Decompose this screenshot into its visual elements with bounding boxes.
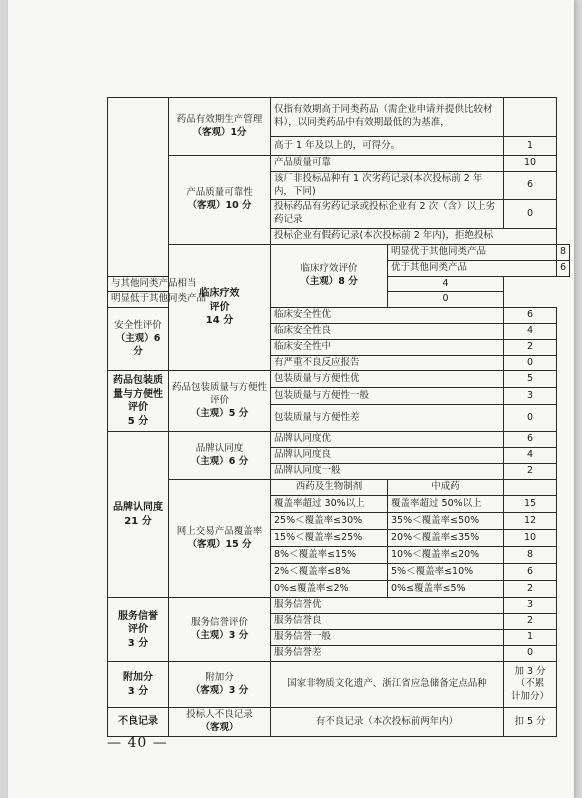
score-cell: 15 xyxy=(504,496,557,513)
score-cell: 6 xyxy=(504,308,557,324)
criteria-cell: 品牌认同度良 xyxy=(271,448,504,464)
score-cell: 1 xyxy=(504,137,557,156)
criteria-cell: 明显低于其他同类产品 xyxy=(108,292,271,308)
category-line: 21 分 xyxy=(124,515,152,527)
criteria-cell: 服务信誉优 xyxy=(271,598,504,614)
coverage-western: 2%＜覆盖率≤8% xyxy=(271,564,388,581)
subcategory-cell xyxy=(169,432,271,480)
category-line: 评价 xyxy=(209,301,230,313)
score-cell: 0 xyxy=(388,292,504,308)
subcategory-cell xyxy=(169,98,271,156)
criteria-cell: 临床安全性良 xyxy=(271,323,504,339)
category-line: 5 分 xyxy=(127,415,149,427)
subcategory-type: （客观）1分 xyxy=(192,126,247,138)
criteria-cell: 国家非物质文化遗产、浙江省应急储备定点品种 xyxy=(271,662,504,708)
category-line: 14 分 xyxy=(205,315,234,327)
score-line: 计加分） xyxy=(510,691,549,703)
criteria-cell: 有严重不良反应报告 xyxy=(271,355,504,371)
scoring-table xyxy=(107,97,570,737)
category-cell xyxy=(108,371,169,432)
subcategory-cell xyxy=(271,244,388,307)
category-cell xyxy=(108,432,169,598)
category-cell xyxy=(108,662,169,708)
score-cell: 4 xyxy=(504,448,557,464)
criteria-cell: 临床安全性中 xyxy=(271,339,504,355)
criteria-cell: 高于 1 年及以上的，可得分。 xyxy=(271,137,504,156)
subcategory-cell xyxy=(169,598,271,662)
category-line: 药品包装质 xyxy=(113,375,163,387)
subcategory-type: （客观）10 分 xyxy=(187,199,252,211)
coverage-tcm: 覆盖率超过 50%以上 xyxy=(388,496,504,513)
category-cell: 不良记录 xyxy=(108,708,169,737)
coverage-tcm: 35%＜覆盖率≤50% xyxy=(388,513,504,530)
criteria-cell: 明显优于其他同类产品 xyxy=(388,244,557,260)
score-cell xyxy=(504,98,557,137)
score-cell: 8 xyxy=(557,244,570,260)
coverage-tcm: 10%＜覆盖率≤20% xyxy=(388,547,504,564)
score-cell: 0 xyxy=(504,405,557,432)
subcategory-name: 产品质量可靠性 xyxy=(186,187,253,199)
score-cell: 3 xyxy=(504,598,557,614)
criteria-cell: 品牌认同度一般 xyxy=(271,464,504,480)
score-cell: 10 xyxy=(504,530,557,547)
subcategory-cell xyxy=(169,662,271,708)
subcategory-name: 服务信誉评价 xyxy=(190,617,248,629)
subcategory-type: （主观）3 分 xyxy=(190,629,249,641)
subcategory-type: （客观） xyxy=(200,722,239,734)
criteria-cell: 包装质量与方便性差 xyxy=(271,405,504,432)
subcategory-type: （主观）6 分 xyxy=(190,455,249,467)
subcategory-cell xyxy=(169,708,271,737)
category-cell-empty xyxy=(108,98,169,277)
criteria-cell: 产品质量可靠 xyxy=(271,156,504,172)
column-header-western: 西药及生物制剂 xyxy=(271,480,388,496)
coverage-western: 15%＜覆盖率≤25% xyxy=(271,530,388,547)
score-cell: 3 xyxy=(504,388,557,405)
subcategory-name: 投标人不良记录 xyxy=(186,709,253,721)
category-line: 评价 xyxy=(128,624,148,636)
score-cell: 0 xyxy=(504,355,557,371)
subcategory-name: 临床疗效评价 xyxy=(300,263,358,275)
coverage-western: 0%≤覆盖率≤2% xyxy=(271,581,388,598)
criteria-cell: 临床安全性优 xyxy=(271,308,504,324)
criteria-cell: 包装质量与方便性优 xyxy=(271,371,504,388)
subcategory-type: （主观）8 分 xyxy=(300,276,358,287)
page-number: — 40 — xyxy=(107,735,168,751)
score-cell: 2 xyxy=(504,581,557,598)
score-line: （不累 xyxy=(515,678,545,690)
category-line: 服务信誉 xyxy=(118,610,158,622)
score-cell: 2 xyxy=(504,464,557,480)
category-line: 3 分 xyxy=(127,637,149,649)
coverage-tcm: 20%＜覆盖率≤35% xyxy=(388,530,504,547)
score-cell: 1 xyxy=(504,630,557,646)
coverage-western: 8%＜覆盖率≤15% xyxy=(271,547,388,564)
subcategory-type: （主观）6 分 xyxy=(115,332,161,357)
criteria-cell: 投标企业有假药记录(本次投标前 2 年内)，拒绝投标 xyxy=(271,229,557,245)
category-line: 量与方便性 xyxy=(113,388,163,400)
score-cell: 10 xyxy=(504,156,557,172)
subcategory-type: （客观）15 分 xyxy=(187,538,252,550)
score-cell: 0 xyxy=(504,646,557,662)
criteria-cell: 有不良记录（本次投标前两年内） xyxy=(271,708,504,737)
score-cell: 6 xyxy=(504,171,557,200)
score-cell: 4 xyxy=(504,323,557,339)
score-cell: 8 xyxy=(504,547,557,564)
score-line: 加 3 分 xyxy=(514,665,546,677)
category-line: 临床疗效 xyxy=(199,288,240,300)
score-cell: 6 xyxy=(504,564,557,581)
coverage-tcm: 5%＜覆盖率≤10% xyxy=(388,564,504,581)
criteria-cell: 投标药品有劣药记录或投标企业有 2 次（含）以上劣药记录 xyxy=(271,200,504,229)
score-cell: 0 xyxy=(504,200,557,229)
criteria-cell: 服务信誉差 xyxy=(271,646,504,662)
score-cell: 6 xyxy=(504,432,557,448)
score-cell: 5 xyxy=(504,371,557,388)
score-cell: 6 xyxy=(557,260,570,276)
subcategory-name: 网上交易产品覆盖率 xyxy=(176,526,263,538)
coverage-tcm: 0%≤覆盖率≤5% xyxy=(388,581,504,598)
score-cell: 扣 5 分 xyxy=(504,708,557,737)
coverage-western: 覆盖率超过 30%以上 xyxy=(271,496,388,513)
coverage-western: 25%＜覆盖率≤30% xyxy=(271,513,388,530)
criteria-cell: 与其他同类产品相当 xyxy=(108,276,271,292)
category-line: 品牌认同度 xyxy=(113,502,163,514)
subcategory-name: 安全性评价 xyxy=(114,320,162,332)
column-header-tcm: 中成药 xyxy=(388,480,504,496)
score-cell: 2 xyxy=(504,339,557,355)
score-cell: 12 xyxy=(504,513,557,530)
subcategory-cell xyxy=(169,480,271,598)
score-cell: 2 xyxy=(504,614,557,630)
criteria-cell: 仅指有效期高于同类药品（需企业申请并提供比较材料），以同类药品中有效期最低的为基准， xyxy=(271,98,504,137)
subcategory-cell xyxy=(108,308,169,371)
category-cell xyxy=(169,244,271,371)
criteria-cell: 品牌认同度优 xyxy=(271,432,504,448)
subcategory-name: 品牌认同度 xyxy=(195,443,244,455)
score-cell: 4 xyxy=(388,276,504,292)
subcategory-type: （主观）5 分 xyxy=(190,407,249,419)
subcategory-name: 药品有效期生产管理 xyxy=(176,113,263,125)
subcategory-name: 药品包装质量与方便性评价 xyxy=(172,382,268,406)
category-line: 附加分 xyxy=(123,672,153,684)
subcategory-name: 附加分 xyxy=(205,672,234,684)
criteria-cell: 服务信誉一般 xyxy=(271,630,504,646)
score-cell xyxy=(504,480,557,496)
category-line: 评价 xyxy=(128,402,148,414)
subcategory-type: （客观）3 分 xyxy=(190,684,249,696)
criteria-cell: 包装质量与方便性一般 xyxy=(271,388,504,405)
score-cell xyxy=(504,662,557,708)
document-page xyxy=(8,0,574,798)
category-line: 3 分 xyxy=(127,685,149,697)
subcategory-cell xyxy=(169,156,271,245)
criteria-cell: 优于其他同类产品 xyxy=(388,260,557,276)
criteria-cell: 该厂非投标品种有 1 次劣药记录(本次投标前 2 年内，下同) xyxy=(271,171,504,200)
category-cell xyxy=(108,598,169,662)
criteria-cell: 服务信誉良 xyxy=(271,614,504,630)
subcategory-cell xyxy=(169,371,271,432)
